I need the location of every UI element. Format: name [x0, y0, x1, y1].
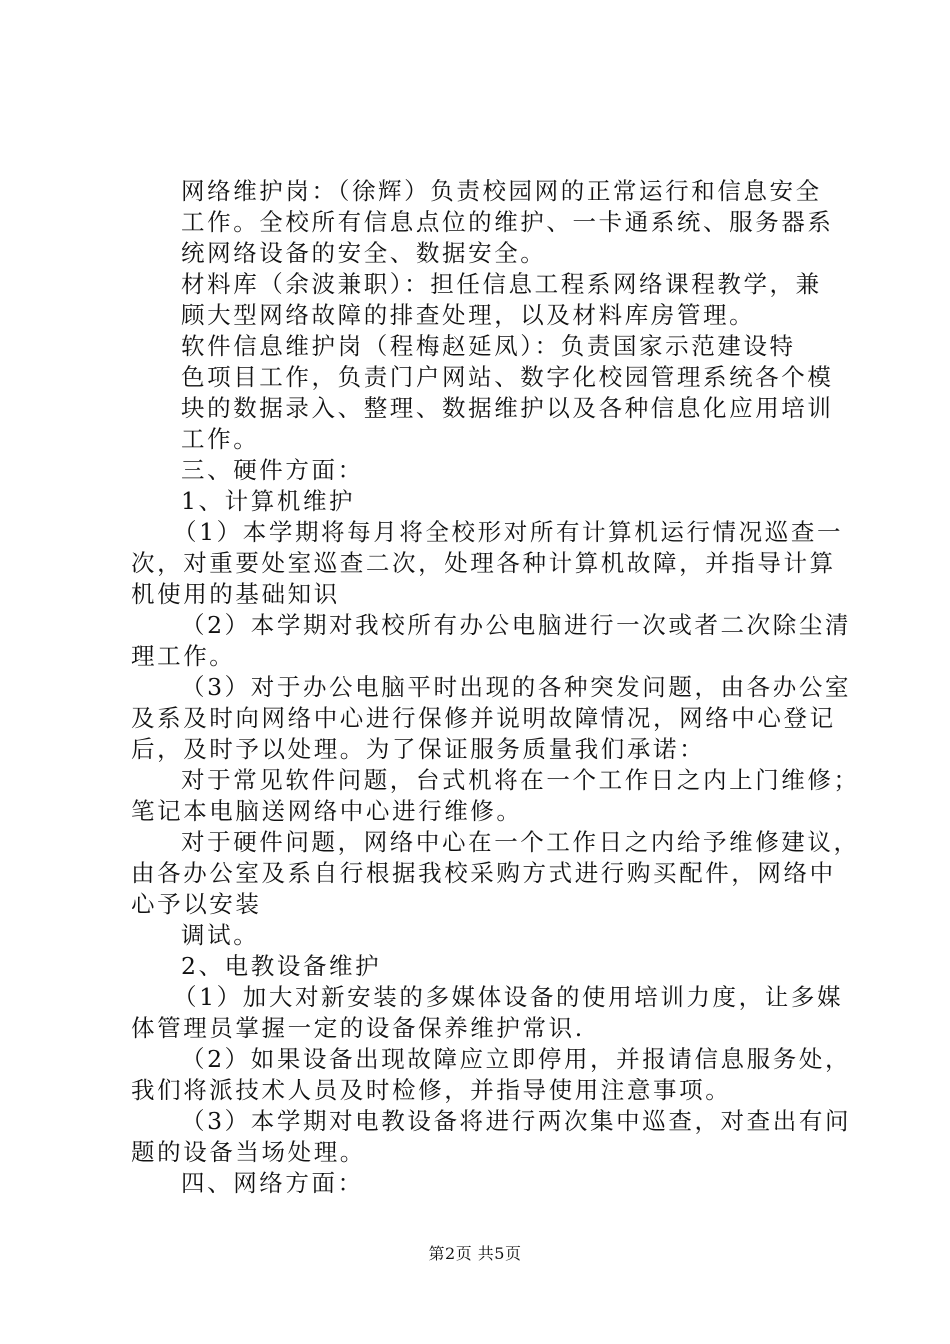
- text-line: 由各办公室及系自行根据我校采购方式进行购买配件，网络中: [131, 859, 836, 887]
- text-line: 软件信息维护岗（程梅赵延凤）：负责国家示范建设特: [181, 332, 796, 360]
- text-line: （3）对于办公电脑平时出现的各种突发问题，由各办公室: [181, 673, 852, 701]
- text-line: 后，及时予以处理。为了保证服务质量我们承诺：: [131, 735, 706, 763]
- text-line: 我们将派技术人员及时检修，并指导使用注意事项。: [131, 1076, 732, 1104]
- section-heading: 三、硬件方面：: [181, 456, 364, 484]
- text-line: 调试。: [181, 921, 260, 949]
- text-line: 及系及时向网络中心进行保修并说明故障情况，网络中心登记: [131, 704, 836, 732]
- subsection-heading: 1、计算机维护: [181, 487, 356, 515]
- text-line: 材料库（余波兼职）：担任信息工程系网络课程教学，兼: [181, 270, 822, 298]
- text-line: 对于常见软件问题，台式机将在一个工作日之内上门维修；: [181, 766, 860, 794]
- text-line: 心予以安装: [131, 890, 262, 918]
- text-line: 块的数据录入、整理、数据维护以及各种信息化应用培训: [181, 394, 834, 422]
- text-line: 笔记本电脑送网络中心进行维修。: [131, 797, 523, 825]
- page-number-footer: 第2页 共5页: [428, 1244, 522, 1263]
- text-line: 理工作。: [131, 642, 236, 670]
- text-line: 工作。全校所有信息点位的维护、一卡通系统、服务器系: [181, 208, 834, 236]
- text-line: 色项目工作，负责门户网站、数字化校园管理系统各个模: [181, 363, 834, 391]
- text-line: 题的设备当场处理。: [131, 1138, 366, 1166]
- text-line: （1）本学期将每月将全校形对所有计算机运行情况巡查一: [173, 518, 844, 546]
- text-line: 顾大型网络故障的排查处理，以及材料库房管理。: [181, 301, 756, 329]
- text-line: 统网络设备的安全、数据安全。: [181, 239, 547, 267]
- subsection-heading: 2、电教设备维护: [181, 952, 382, 980]
- text-line: （3）本学期对电教设备将进行两次集中巡查，对查出有问: [181, 1107, 852, 1135]
- section-heading: 四、网络方面：: [181, 1169, 364, 1197]
- text-line: 网络维护岗：（徐辉）负责校园网的正常运行和信息安全: [181, 177, 822, 205]
- text-line: （2）本学期对我校所有办公电脑进行一次或者二次除尘清: [181, 611, 852, 639]
- text-line: （1）加大对新安装的多媒体设备的使用培训力度，让多媒: [173, 983, 844, 1011]
- text-line: 体管理员掌握一定的设备保养维护常识.: [131, 1014, 585, 1042]
- text-line: 工作。: [181, 425, 260, 453]
- text-line: （2）如果设备出现故障应立即停用，并报请信息服务处，: [181, 1045, 852, 1073]
- text-line: 机使用的基础知识: [131, 580, 340, 608]
- text-line: 对于硬件问题，网络中心在一个工作日之内给予维修建议，: [181, 828, 860, 856]
- text-line: 次，对重要处室巡查二次，处理各种计算机故障，并指导计算: [131, 549, 836, 577]
